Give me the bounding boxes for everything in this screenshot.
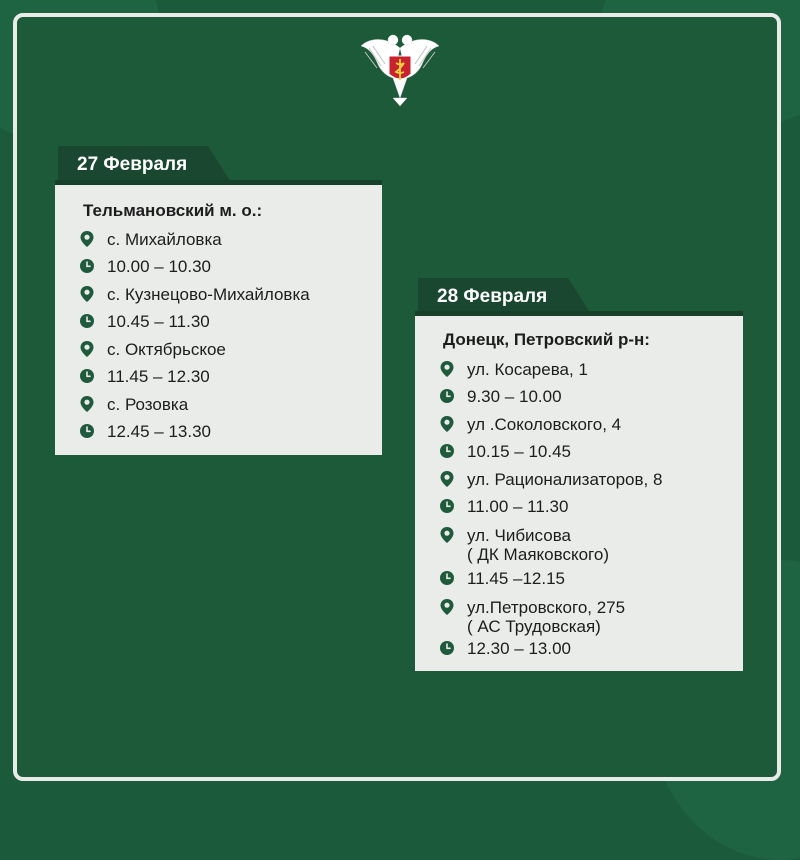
location-name: ул.Петровского, 275 xyxy=(467,598,626,617)
time-range: 11.45 –12.15 xyxy=(467,569,565,588)
schedule-row xyxy=(439,639,571,658)
district-title: Тельмановский м. о.: xyxy=(83,201,263,220)
schedule-row xyxy=(79,312,210,331)
location-pin-icon xyxy=(79,395,95,413)
schedule-row xyxy=(439,569,565,588)
clock-icon xyxy=(439,497,455,515)
district-title: Донецк, Петровский р-н: xyxy=(443,330,650,349)
clock-icon xyxy=(439,442,455,460)
schedule-row xyxy=(79,367,210,386)
time-range: 10.45 – 11.30 xyxy=(107,312,210,331)
time-range: 10.15 – 10.45 xyxy=(467,442,571,461)
schedule-card xyxy=(55,180,382,455)
schedule-row xyxy=(439,442,571,461)
location-note: ( ДК Маяковского) xyxy=(467,545,609,564)
location-pin-icon xyxy=(79,230,95,248)
schedule-row xyxy=(79,340,226,359)
clock-icon xyxy=(79,257,95,275)
location-pin-icon xyxy=(439,598,455,616)
location-name: ул. Рационализаторов, 8 xyxy=(467,470,663,489)
schedule-row xyxy=(439,360,588,379)
location-name: ул. Чибисова xyxy=(467,526,571,545)
time-range: 12.45 – 13.30 xyxy=(107,422,211,441)
time-range: 12.30 – 13.00 xyxy=(467,639,571,658)
eagle-with-medical-cross-emblem xyxy=(355,28,445,108)
schedule-row xyxy=(439,497,568,516)
location-pin-icon xyxy=(439,526,455,544)
schedule-row xyxy=(439,526,609,564)
date-label: 27 Февраля xyxy=(77,154,188,175)
date-tab xyxy=(58,146,208,184)
schedule-row xyxy=(79,285,310,304)
schedule-row xyxy=(79,422,211,441)
location-pin-icon xyxy=(439,415,455,433)
location-name: с. Кузнецово-Михайловка xyxy=(107,285,310,304)
clock-icon xyxy=(79,312,95,330)
schedule-row xyxy=(79,257,211,276)
clock-icon xyxy=(439,639,455,657)
location-note: ( АС Трудовская) xyxy=(467,617,601,636)
time-range: 9.30 – 10.00 xyxy=(467,387,562,406)
time-range: 11.45 – 12.30 xyxy=(107,367,210,386)
location-pin-icon xyxy=(79,285,95,303)
schedule-card xyxy=(415,311,743,671)
date-label: 28 Февраля xyxy=(437,286,548,307)
clock-icon xyxy=(439,387,455,405)
clock-icon xyxy=(79,422,95,440)
schedule-row xyxy=(439,387,562,406)
location-name: с. Розовка xyxy=(107,395,189,414)
clock-icon xyxy=(79,367,95,385)
clock-icon xyxy=(439,569,455,587)
schedule-row xyxy=(439,415,621,434)
time-range: 11.00 – 11.30 xyxy=(467,497,569,516)
location-name: с. Михайловка xyxy=(107,230,222,249)
location-name: ул. Косарева, 1 xyxy=(467,360,588,379)
location-name: ул .Соколовского, 4 xyxy=(467,415,622,434)
location-pin-icon xyxy=(79,340,95,358)
schedule-row xyxy=(79,395,188,414)
location-name: с. Октябрьское xyxy=(107,340,226,359)
schedule-row xyxy=(439,470,662,489)
schedule-row xyxy=(439,598,625,636)
location-pin-icon xyxy=(439,360,455,378)
time-range: 10.00 – 10.30 xyxy=(107,257,211,276)
location-pin-icon xyxy=(439,470,455,488)
schedule-row xyxy=(79,230,222,249)
